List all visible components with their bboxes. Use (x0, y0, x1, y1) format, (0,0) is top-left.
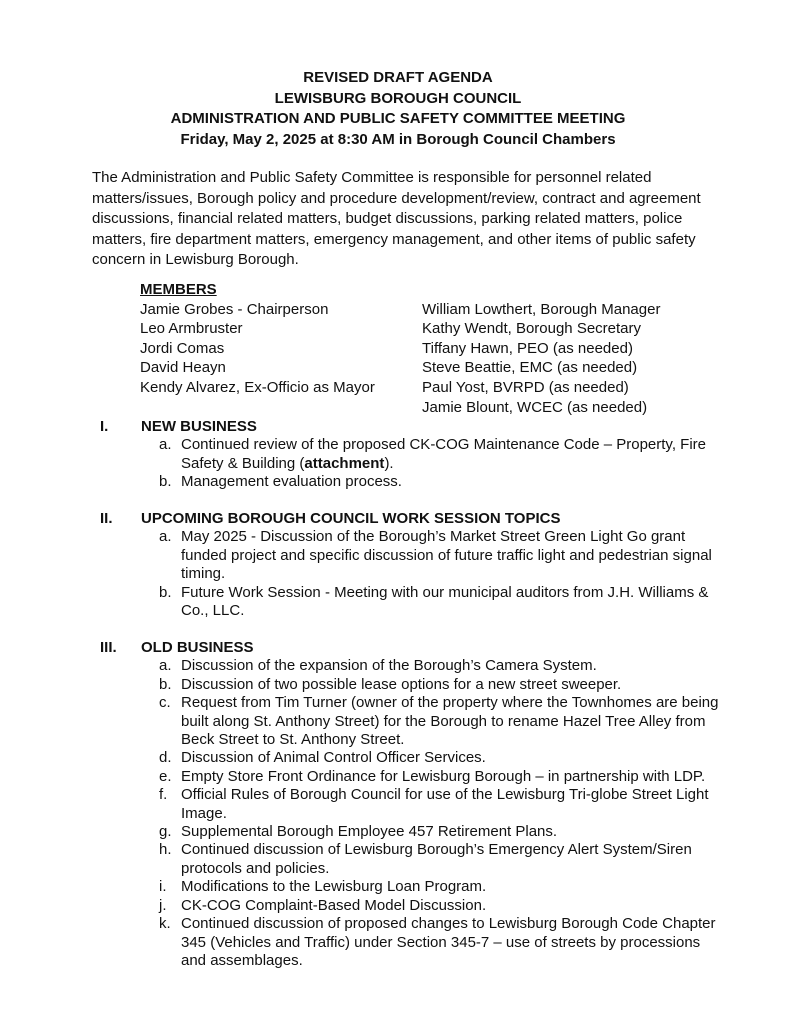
item-letter: c. (159, 694, 171, 712)
agenda-item (159, 657, 720, 675)
section-number: I. (100, 418, 109, 435)
member-entry: David Heayn (140, 359, 226, 377)
item-text: Continued discussion of proposed changes to Lewisburg Borough Code Chapter 345 (Vehicles and Traffic) under Section 345-7 – use of streets by processions and assemblages. (181, 915, 716, 969)
agenda-items (100, 657, 720, 970)
item-text: May 2025 - Discussion of the Borough’s Market Street Green Light Go grant funded project and specific discussion of future traffic light and pedestrian signal timing. (181, 528, 712, 583)
item-text: Supplemental Borough Employee 457 Retirement Plans. (181, 823, 558, 841)
item-text: Modifications to the Lewisburg Loan Program. (181, 878, 487, 896)
agenda-item (159, 897, 720, 915)
agenda-item (159, 584, 720, 621)
members-right-column (422, 300, 740, 418)
agenda-item (159, 528, 720, 583)
item-text: Continued discussion of Lewisburg Borough’s Emergency Alert System/Siren protocols and policies. (181, 841, 692, 877)
section-number: III. (100, 639, 117, 656)
agenda-item (159, 878, 720, 896)
agenda-item (159, 823, 720, 841)
section-heading (100, 639, 720, 657)
agenda-item (159, 473, 720, 491)
agenda-item (159, 676, 720, 694)
item-letter: d. (159, 749, 172, 767)
header-line-committee: ADMINISTRATION AND PUBLIC SAFETY COMMITTEE MEETING (170, 110, 626, 127)
agenda-items (100, 528, 720, 620)
agenda-item (159, 841, 720, 878)
item-text: CK-COG Complaint-Based Model Discussion. (181, 896, 487, 914)
members-left-column (140, 300, 422, 418)
item-letter: a. (159, 528, 172, 546)
member-entry: Kendy Alvarez, Ex-Officio as Mayor (140, 378, 375, 396)
agenda-items (100, 436, 720, 491)
agenda-item (159, 749, 720, 767)
section-heading (100, 510, 720, 528)
item-letter: f. (159, 786, 168, 804)
item-letter: i. (159, 878, 167, 896)
header-line-title: REVISED DRAFT AGENDA (303, 69, 493, 86)
members-block (140, 280, 740, 417)
staff-entry: Steve Beattie, EMC (as needed) (422, 359, 638, 377)
section-title: OLD BUSINESS (141, 639, 254, 656)
item-letter: a. (159, 657, 172, 675)
section-work-session-topics (100, 510, 720, 620)
item-text: Discussion of the expansion of the Borough’s Camera System. (181, 657, 597, 675)
agenda-item (159, 436, 720, 473)
section-heading (100, 418, 720, 436)
member-entry: Jordi Comas (140, 339, 225, 357)
members-title: MEMBERS (140, 281, 217, 298)
agenda-item (159, 786, 720, 823)
item-text: Official Rules of Borough Council for use of the Lewisburg Tri-globe Street Light Image. (181, 786, 709, 822)
item-text (181, 436, 720, 473)
attachment-label: attachment (304, 454, 385, 472)
item-letter: k. (159, 915, 171, 933)
staff-entry: William Lowthert, Borough Manager (422, 300, 661, 318)
staff-entry: Tiffany Hawn, PEO (as needed) (422, 339, 633, 357)
item-text: Request from Tim Turner (owner of the property where the Townhomes are being built along St. Anthony Street) for the Borough to rename Hazel Tree Alley from Beck Street to St. Anthony Street. (181, 694, 719, 749)
item-letter: j. (159, 896, 167, 914)
item-text-part: ). (384, 454, 394, 472)
staff-entry: Kathy Wendt, Borough Secretary (422, 320, 642, 338)
members-columns (140, 300, 740, 418)
section-title: UPCOMING BOROUGH COUNCIL WORK SESSION TOPICS (141, 510, 561, 527)
item-letter: b. (159, 473, 172, 491)
agenda-item (159, 768, 720, 786)
section-new-business (100, 418, 720, 492)
item-letter: b. (159, 675, 172, 693)
member-entry: Leo Armbruster (140, 320, 243, 338)
item-text: Management evaluation process. (181, 473, 402, 491)
intro-paragraph: The Administration and Public Safety Committee is responsible for personnel related matters/issues, Borough policy and procedure development/review, contract and agreement discussions, financial related matters, budget discussions, parking related matters, police matters, fire department matters, emergency management, and other items of public safety concern in Lewisburg Borough. (92, 169, 701, 268)
item-letter: b. (159, 583, 172, 601)
section-number: II. (100, 510, 113, 527)
item-letter: h. (159, 841, 172, 859)
item-text-part: Continued review of the proposed CK-COG Maintenance Code – Property, Fire Safety & Building ( (181, 436, 706, 472)
staff-entry: Jamie Blount, WCEC (as needed) (422, 398, 648, 416)
staff-entry: Paul Yost, BVRPD (as needed) (422, 378, 629, 396)
header-line-council: LEWISBURG BOROUGH COUNCIL (274, 89, 522, 107)
header-line-datetime: Friday, May 2, 2025 at 8:30 AM in Borough Council Chambers (180, 130, 616, 148)
agenda-item (159, 694, 720, 749)
item-text: Empty Store Front Ordinance for Lewisburg Borough – in partnership with LDP. (181, 767, 706, 785)
agenda-item (159, 915, 720, 970)
section-old-business (100, 639, 720, 970)
agenda-header (0, 68, 796, 150)
item-text: Discussion of two possible lease options for a new street sweeper. (181, 675, 622, 693)
item-letter: e. (159, 767, 172, 785)
member-entry: Jamie Grobes - Chairperson (140, 300, 329, 318)
item-letter: a. (159, 436, 172, 454)
item-letter: g. (159, 823, 172, 841)
section-title: NEW BUSINESS (141, 418, 257, 435)
item-text: Future Work Session - Meeting with our municipal auditors from J.H. Williams & Co., LLC. (181, 583, 709, 620)
item-text: Discussion of Animal Control Officer Services. (181, 749, 486, 767)
